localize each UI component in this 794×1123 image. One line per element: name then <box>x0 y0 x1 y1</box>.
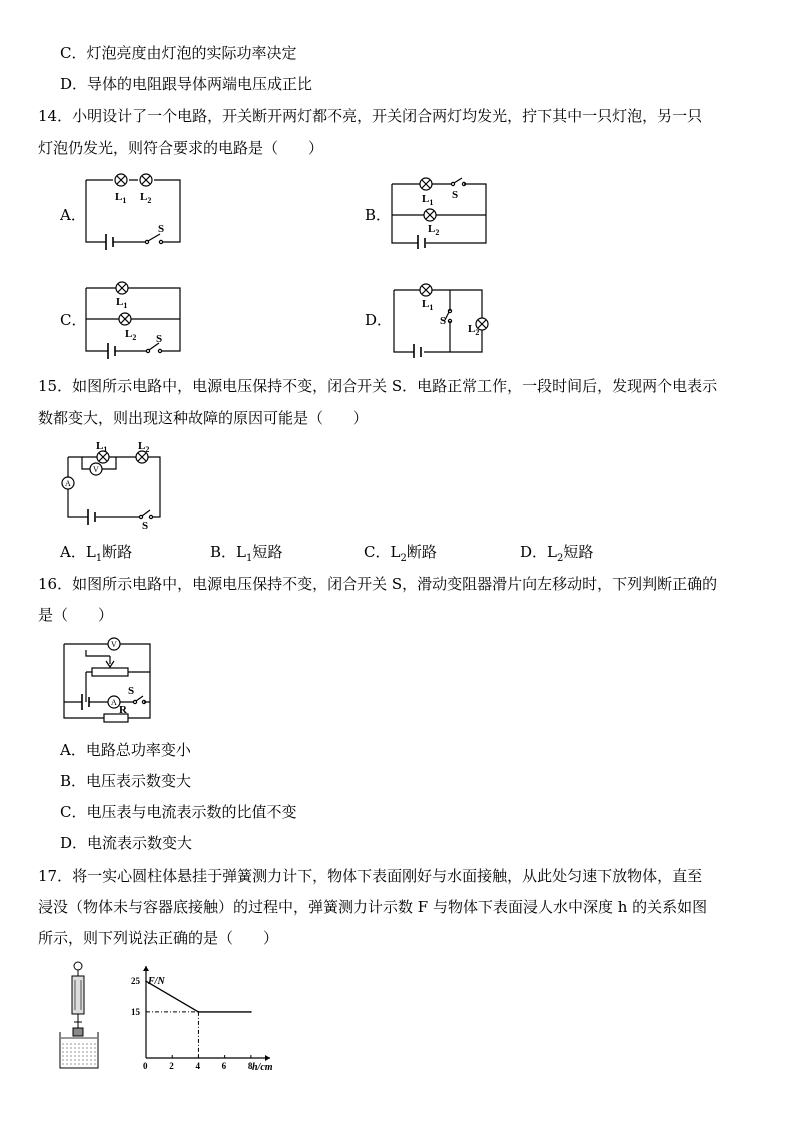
q14-option-b-label: B． <box>365 206 392 224</box>
spring-scale-figure <box>56 958 106 1072</box>
x-axis-arrow <box>265 1055 270 1061</box>
switch-label: S <box>142 520 149 529</box>
switch-label: S <box>158 223 165 235</box>
q14-option-d-label: D． <box>365 311 393 329</box>
ammeter-label: A <box>111 698 117 707</box>
chart-ylabel: F/N <box>148 976 165 987</box>
q14-option-c-label: C． <box>60 311 87 329</box>
q14-option-a-label: A． <box>60 206 86 224</box>
q16-stem-line1: 16．如图所示电路中，电源电压保持不变，闭合开关 S，滑动变阻器滑片向左移动时，下列判断正确的 <box>38 575 718 593</box>
switch-label: S <box>128 685 135 697</box>
q16-option-b: B．电压表示数变大 <box>60 772 192 790</box>
q14-circuit-a <box>82 170 186 250</box>
lamp-label: $L_2$ <box>138 440 150 454</box>
x-tick-label: 2 <box>169 1061 174 1071</box>
voltmeter-label: V <box>93 465 99 474</box>
data-point <box>198 1011 200 1013</box>
lamp-label: $L_1$ <box>422 193 434 207</box>
switch-label: S <box>452 189 459 201</box>
lamp-label: $L_1$ <box>116 296 128 310</box>
q15-stem-line1: 15．如图所示电路中，电源电压保持不变，闭合开关 S．电路正常工作，一段时间后，发现两个电表示 <box>38 377 718 395</box>
ammeter-label: A <box>65 479 71 488</box>
voltmeter-label: V <box>111 640 117 649</box>
q15-stem-line2: 数都变大，则出现这种故障的原因可能是（ ） <box>38 409 369 427</box>
lamp-label: $L_2$ <box>428 223 440 237</box>
y-tick-label: 15 <box>131 1006 140 1017</box>
q15-option: A．$L_1$断路 <box>60 543 133 564</box>
q13-option-c: C．灯泡亮度由灯泡的实际功率决定 <box>60 44 297 62</box>
switch-label: S <box>440 315 447 327</box>
lamp-label: $L_2$ <box>125 328 137 342</box>
x-tick-label: 8 <box>247 1061 253 1071</box>
q15-option: D．$L_2$短路 <box>520 543 594 564</box>
q15-option: B．$L_1$短路 <box>210 543 283 564</box>
data-point <box>250 1011 252 1013</box>
lamp-label: $L_1$ <box>115 191 127 205</box>
x-tick-label: 0 <box>143 1061 148 1071</box>
x-tick-label: 6 <box>221 1061 227 1071</box>
q13-option-d: D．导体的电阻跟导体两端电压成正比 <box>60 75 313 93</box>
q15-option: C．$L_2$断路 <box>364 543 437 564</box>
q16-stem-line2: 是（ ） <box>38 606 114 624</box>
q14-circuit-b <box>390 175 490 249</box>
q17-stem-line2: 浸没（物体未与容器底接触）的过程中，弹簧测力计示数 F 与物体下表面浸人水中深度 h 的关系如图 <box>38 898 708 916</box>
lamp-label: $L_1$ <box>96 440 108 454</box>
switch-label: S <box>156 333 163 345</box>
q16-circuit <box>58 634 154 724</box>
chart-xlabel: h/cm <box>252 1062 273 1073</box>
q16-option-d: D．电流表示数变大 <box>60 834 193 852</box>
q16-option-c: C．电压表与电流表示数的比值不变 <box>60 803 297 821</box>
lamp-label: $L_2$ <box>468 323 480 337</box>
resistor-label: R <box>119 704 127 716</box>
q14-circuit-c <box>82 278 186 360</box>
q17-stem-line1: 17．将一实心圆柱体悬挂于弹簧测力计下，物体下表面刚好与水面接触，从此处匀速下放物体，直至 <box>38 867 703 885</box>
lamp-label: $L_1$ <box>422 298 434 312</box>
y-axis-arrow <box>143 966 149 971</box>
q14-stem-line2: 灯泡仍发光，则符合要求的电路是（ ） <box>38 139 324 157</box>
data-point <box>145 980 147 982</box>
q17-stem-line3: 所示，则下列说法正确的是（ ） <box>38 929 279 947</box>
y-tick-label: 25 <box>131 976 140 987</box>
q15-circuit <box>58 437 166 529</box>
q14-stem-line1: 14．小明设计了一个电路，开关断开两灯都不亮，开关闭合两灯均发光，拧下其中一只灯泡，另一只 <box>38 107 703 125</box>
force-depth-chart <box>122 962 282 1074</box>
lamp-label: $L_2$ <box>140 191 152 205</box>
q16-option-a: A．电路总功率变小 <box>60 741 191 759</box>
q14-circuit-d <box>390 280 490 358</box>
x-tick-label: 4 <box>195 1061 200 1071</box>
